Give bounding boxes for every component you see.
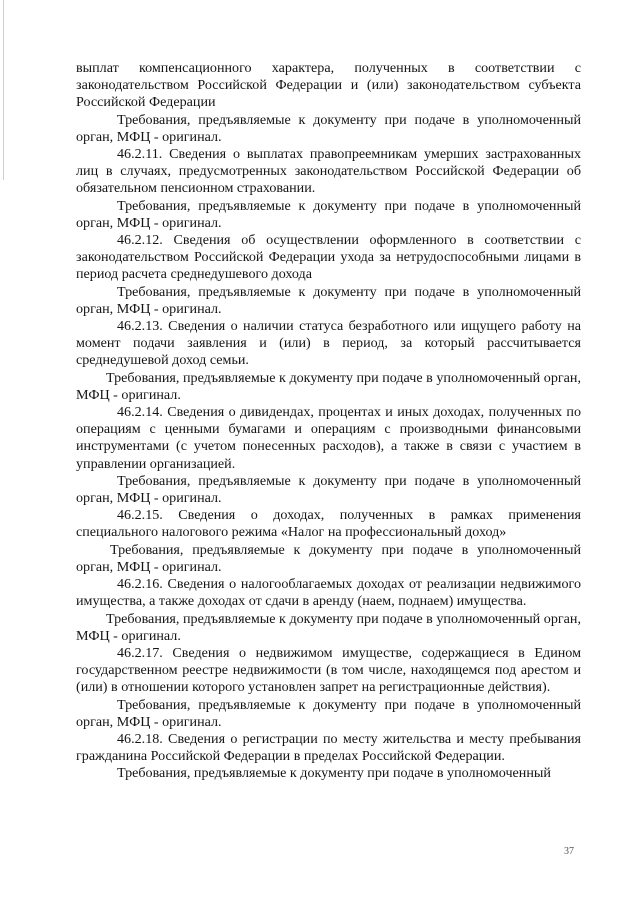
requirements-paragraph: Требования, предъявляемые к документу при подаче в уполномоченный орган, МФЦ - оригинал. — [76, 197, 581, 231]
clause-46-2-18: 46.2.18. Сведения о регистрации по месту жительства и месту пребывания гражданина Российской Федерации в пределах Российской Федерации. — [76, 730, 581, 765]
clause-46-2-13: 46.2.13. Сведения о наличии статуса безработного или ищущего работу на момент подачи заявления и (или) в период, за который рассчитывается среднедушевой доход семьи. — [76, 318, 581, 369]
requirements-paragraph: Требования, предъявляемые к документу при подаче в уполномоченный орган, МФЦ - оригинал. — [76, 283, 581, 317]
paragraph-continuation: выплат компенсационного характера, полученных в соответствии с законодательством Российской Федерации и (или) законодательством субъекта Российской Федерации — [76, 60, 581, 111]
clause-46-2-15: 46.2.15. Сведения о доходах, полученных в рамках применения специального налогового режима «Налог на профессиональный доход» — [76, 507, 581, 541]
clause-46-2-14: 46.2.14. Сведения о дивидендах, процентах и иных доходах, полученных по операциям с ценными бумагами и операциям с производными финансовыми инструментами (с учетом понесенных расходов), а также в связи с участием в управлении организацией. — [76, 404, 581, 472]
requirements-paragraph: Требования, предъявляемые к документу при подаче в уполномоченный орган, МФЦ - оригинал. — [76, 541, 581, 575]
requirements-paragraph: Требования, предъявляемые к документу при подаче в уполномоченный орган, МФЦ - оригинал. — [76, 610, 581, 644]
clause-46-2-11: 46.2.11. Сведения о выплатах правопреемникам умерших застрахованных лиц в случаях, предусмотренных законодательством Российской Федерации об обязательном пенсионном страховании. — [76, 146, 581, 197]
requirements-paragraph: Требования, предъявляемые к документу при подаче в уполномоченный орган, МФЦ - оригинал. — [76, 472, 581, 507]
requirements-paragraph: Требования, предъявляемые к документу при подаче в уполномоченный орган, МФЦ - оригинал. — [76, 696, 581, 730]
requirements-paragraph: Требования, предъявляемые к документу при подаче в уполномоченный — [117, 765, 551, 782]
scan-edge-line — [3, 0, 4, 180]
requirements-paragraph: Требования, предъявляемые к документу при подаче в уполномоченный орган, МФЦ - оригинал. — [76, 369, 581, 403]
clause-46-2-16: 46.2.16. Сведения о налогооблагаемых доходах от реализации недвижимого имущества, а также доходах от сдачи в аренду (наем, поднаем) имущества. — [76, 576, 581, 610]
document-body — [76, 60, 581, 783]
requirements-paragraph: Требования, предъявляемые к документу при подаче в уполномоченный орган, МФЦ - оригинал. — [76, 111, 581, 145]
page-number: 37 — [564, 846, 574, 857]
clause-46-2-12: 46.2.12. Сведения об осуществлении оформленного в соответствии с законодательством Российской Федерации ухода за нетрудоспособными лицами в период расчета среднедушевого дохода — [76, 232, 581, 283]
clause-46-2-17: 46.2.17. Сведения о недвижимом имуществе, содержащиеся в Едином государственном реестре недвижимости (в том числе, находящемся под арестом и (или) в отношении которого установлен запрет на регистрационные действия). — [76, 644, 581, 696]
